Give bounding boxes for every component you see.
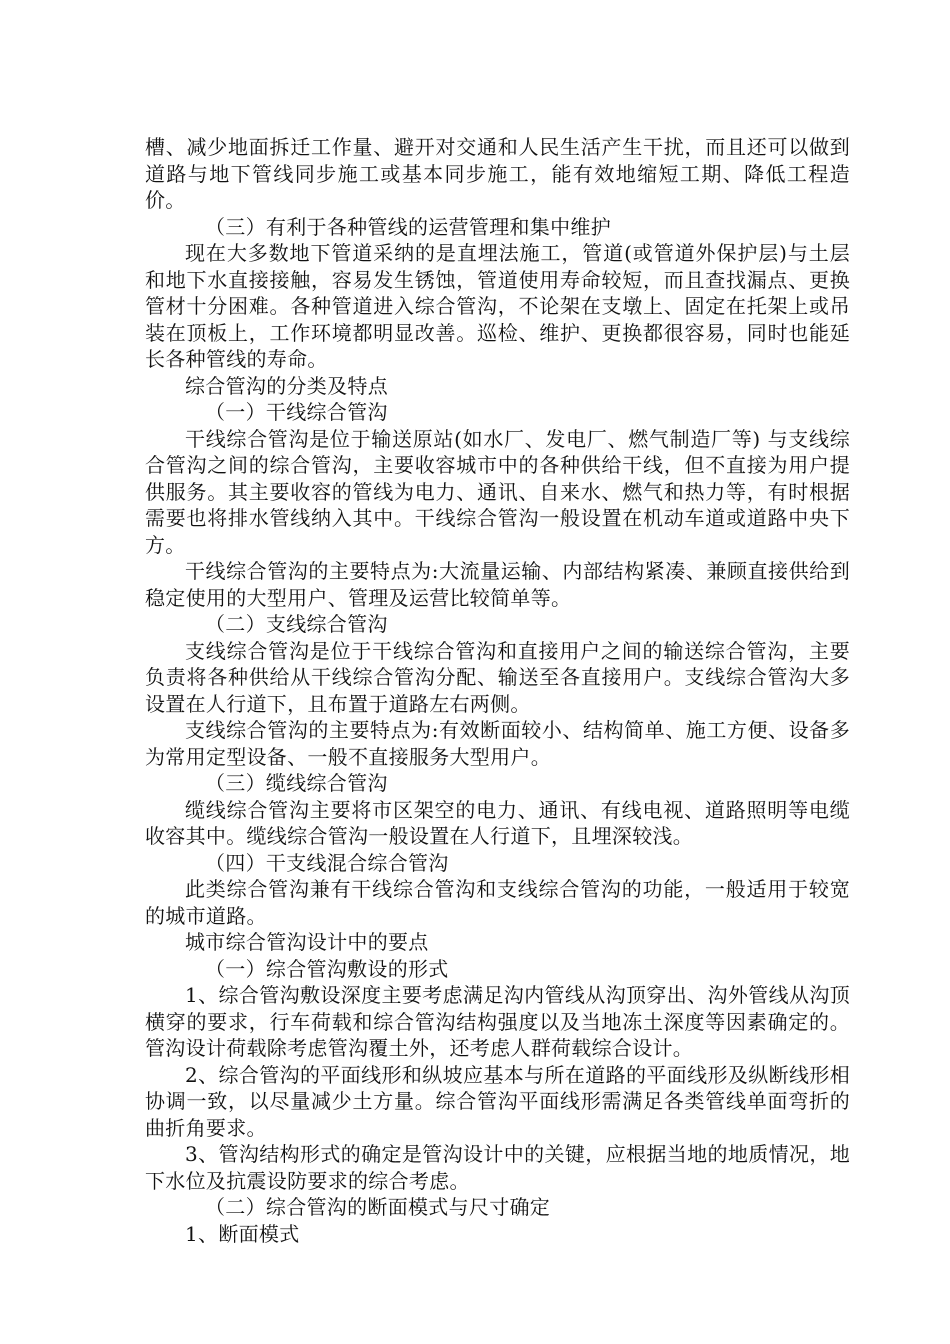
subsection-heading-branch: （二）支线综合管沟 bbox=[205, 612, 388, 636]
paragraph-point-2: 2、综合管沟的平面线形和纵坡应基本与所在道路的平面线形及纵断线形相协调一致，以尽量减少土方量。综合管沟平面线形需满足各类管线单面弯折的曲折角要求。 bbox=[145, 1062, 850, 1140]
subsection-heading-trunk: （一）干线综合管沟 bbox=[205, 400, 388, 424]
section-heading-classification: 综合管沟的分类及特点 bbox=[185, 373, 388, 398]
subsection-heading-3-maintenance: （三）有利于各种管线的运营管理和集中维护 bbox=[205, 214, 611, 239]
paragraph-mixed-definition: 此类综合管沟兼有干线综合管沟和支线综合管沟的功能，一般适用于较宽的城市道路。 bbox=[145, 877, 850, 928]
paragraph-cable-definition: 缆线综合管沟主要将市区架空的电力、通讯、有线电视、道路照明等电缆收容其中。缆线综合管沟一般设置在人行道下，且埋深较浅。 bbox=[145, 797, 850, 848]
subsection-heading-cable: （三）缆线综合管沟 bbox=[205, 771, 388, 795]
paragraph-point-1: 1、综合管沟敷设深度主要考虑满足沟内管线从沟顶穿出、沟外管线从沟顶横穿的要求，行车荷载和综合管沟结构强度以及当地冻土深度等因素确定的。管沟设计荷载除考虑管沟覆土外，还考虑人群荷载综合设计。 bbox=[145, 983, 850, 1060]
section-heading-design-points: 城市综合管沟设计中的要点 bbox=[185, 930, 429, 954]
paragraph-point-3: 3、管沟结构形式的确定是管沟设计中的关键，应根据当地的地质情况，地下水位及抗震设防要求的综合考虑。 bbox=[145, 1142, 850, 1193]
subsection-heading-mixed: （四）干支线混合综合管沟 bbox=[205, 850, 449, 875]
paragraph-trunk-definition: 干线综合管沟是位于输送原站(如水厂、发电厂、燃气制造厂等) 与支线综合管沟之间的综合管沟，主要收容城市中的各种供给干线，但不直接为用户提供服务。其主要收容的管线为电力、通讯、自来水、燃气和热力等，有时根据需要也将排水管线纳入其中。干线综合管沟一般设置在机动车道或道路中央下方。 bbox=[145, 426, 850, 557]
paragraph-branch-features: 支线综合管沟的主要特点为:有效断面较小、结构简单、施工方便、设备多为常用定型设备、一般不直接服务大型用户。 bbox=[145, 718, 850, 769]
paragraph-branch-definition: 支线综合管沟是位于干线综合管沟和直接用户之间的输送综合管沟，主要负责将各种供给从干线综合管沟分配、输送至各直接用户。支线综合管沟大多设置在人行道下，且布置于道路左右两侧。 bbox=[145, 638, 850, 716]
paragraph-trunk-features: 干线综合管沟的主要特点为:大流量运输、内部结构紧凑、兼顾直接供给到稳定使用的大型用户、管理及运营比较简单等。 bbox=[145, 559, 850, 610]
paragraph-direct-burial: 现在大多数地下管道采纳的是直埋法施工，管道(或管道外保护层)与土层和地下水直接接触，容易发生锈蚀，管道使用寿命较短，而且查找漏点、更换管材十分困难。各种管道进入综合管沟，不论架在支墩上、固定在托架上或吊装在顶板上，工作环境都明显改善。巡检、维护、更换都很容易，同时也能延长各种管线的寿命。 bbox=[145, 241, 850, 371]
subsection-heading-section-mode: （二）综合管沟的断面模式与尺寸确定 bbox=[205, 1195, 551, 1219]
subsection-heading-laying-form: （一）综合管沟敷设的形式 bbox=[205, 956, 449, 981]
paragraph-continuation: 槽、减少地面拆迁工作量、避开对交通和人民生活产生干扰，而且还可以做到道路与地下管线同步施工或基本同步施工，能有效地缩短工期、降低工程造价。 bbox=[145, 135, 850, 212]
paragraph-section-mode-item: 1、断面模式 bbox=[185, 1221, 300, 1246]
